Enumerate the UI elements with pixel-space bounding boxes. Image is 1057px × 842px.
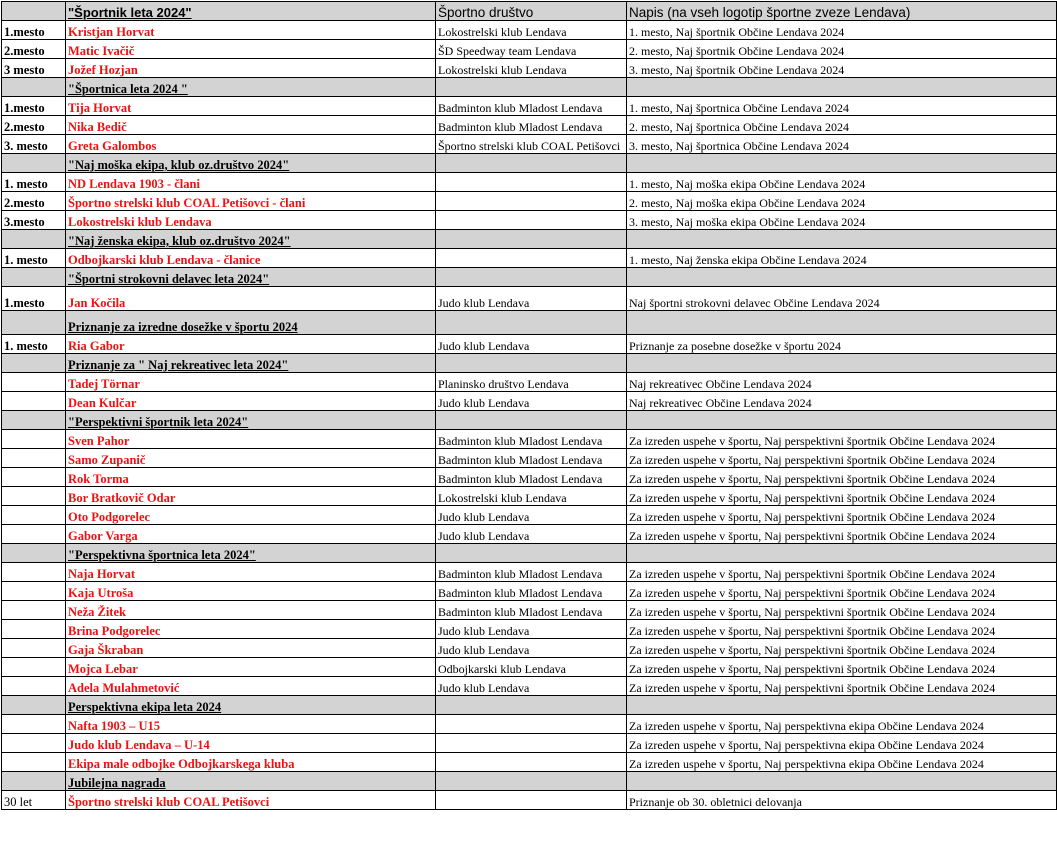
club-cell: Odbojkarski klub Lendava	[436, 658, 627, 677]
club-cell	[436, 715, 627, 734]
inscription-cell: Za izreden uspehe v športu, Naj perspektivni športnik Občine Lendava 2024	[627, 620, 1057, 639]
place-cell	[2, 525, 66, 544]
club-cell: Judo klub Lendava	[436, 287, 627, 311]
club-cell: Badminton klub Mladost Lendava	[436, 563, 627, 582]
inscription-cell: Za izreden uspehe v športu, Naj perspektivni športnik Občine Lendava 2024	[627, 563, 1057, 582]
section-blank-cell	[627, 230, 1057, 249]
section-blank-cell	[2, 268, 66, 287]
place-cell	[2, 601, 66, 620]
inscription-cell: 1. mesto, Naj športnica Občine Lendava 2024	[627, 97, 1057, 116]
table-row	[2, 97, 1057, 116]
section-blank-cell	[436, 772, 627, 791]
table-row	[2, 601, 1057, 620]
section-header-row	[2, 154, 1057, 173]
section-title: "Naj moška ekipa, klub oz.društvo 2024"	[66, 154, 436, 173]
table-row	[2, 677, 1057, 696]
section-blank-cell	[2, 354, 66, 373]
table-row	[2, 449, 1057, 468]
club-cell: Judo klub Lendava	[436, 639, 627, 658]
inscription-cell: Za izreden uspehe v športu, Naj perspektivni športnik Občine Lendava 2024	[627, 601, 1057, 620]
section-title: "Športni strokovni delavec leta 2024"	[66, 268, 436, 287]
section-blank-cell	[436, 78, 627, 97]
club-cell: Judo klub Lendava	[436, 335, 627, 354]
inscription-cell: Za izreden uspehe v športu, Naj perspektivni športnik Občine Lendava 2024	[627, 582, 1057, 601]
section-blank-cell	[436, 411, 627, 430]
club-cell: Judo klub Lendava	[436, 620, 627, 639]
club-cell: Lokostrelski klub Lendava	[436, 21, 627, 40]
inscription-cell: 2. mesto, Naj moška ekipa Občine Lendava 2024	[627, 192, 1057, 211]
section-blank-cell	[627, 354, 1057, 373]
inscription-cell: 1. mesto, Naj športnik Občine Lendava 2024	[627, 21, 1057, 40]
section-header-row	[2, 411, 1057, 430]
club-cell: Planinsko društvo Lendava	[436, 373, 627, 392]
section-header-row	[2, 268, 1057, 287]
inscription-cell: 1. mesto, Naj ženska ekipa Občine Lendava 2024	[627, 249, 1057, 268]
table-row	[2, 21, 1057, 40]
inscription-cell: 3. mesto, Naj moška ekipa Občine Lendava 2024	[627, 211, 1057, 230]
club-cell: Športno strelski klub COAL Petišovci	[436, 135, 627, 154]
inscription-cell: Za izreden uspehe v športu, Naj perspektivna ekipa Občine Lendava 2024	[627, 753, 1057, 772]
table-row	[2, 249, 1057, 268]
place-cell: 1. mesto	[2, 173, 66, 192]
place-cell	[2, 658, 66, 677]
awardee-name: Lokostrelski klub Lendava	[66, 211, 436, 230]
club-cell: Lokostrelski klub Lendava	[436, 59, 627, 78]
inscription-cell: Naj rekreativec Občine Lendava 2024	[627, 392, 1057, 411]
table-row	[2, 373, 1057, 392]
awardee-name: Oto Podgorelec	[66, 506, 436, 525]
club-cell: Judo klub Lendava	[436, 506, 627, 525]
table-row	[2, 192, 1057, 211]
section-title: Jubilejna nagrada	[66, 772, 436, 791]
table-row	[2, 59, 1057, 78]
club-cell: Badminton klub Mladost Lendava	[436, 582, 627, 601]
section-header-row	[2, 696, 1057, 715]
awardee-name: Brina Podgorelec	[66, 620, 436, 639]
place-cell	[2, 563, 66, 582]
inscription-cell: Za izreden uspehe v športu, Naj perspektivni športnik Občine Lendava 2024	[627, 506, 1057, 525]
section-blank-cell	[627, 78, 1057, 97]
table-row	[2, 753, 1057, 772]
place-cell	[2, 677, 66, 696]
awardee-name: Nafta 1903 – U15	[66, 715, 436, 734]
awardee-name: Kristjan Horvat	[66, 21, 436, 40]
table-row	[2, 487, 1057, 506]
inscription-cell: Naj športni strokovni delavec Občine Lendava 2024	[627, 287, 1057, 311]
awardee-name: Nika Bedič	[66, 116, 436, 135]
awardee-name: Adela Mulahmetović	[66, 677, 436, 696]
place-cell: 3.mesto	[2, 211, 66, 230]
club-cell: ŠD Speedway team Lendava	[436, 40, 627, 59]
table-row	[2, 211, 1057, 230]
section-blank-cell	[2, 411, 66, 430]
place-cell	[2, 449, 66, 468]
section-title: Perspektivna ekipa leta 2024	[66, 696, 436, 715]
table-row	[2, 173, 1057, 192]
awardee-name: Greta Galombos	[66, 135, 436, 154]
inscription-cell: Za izreden uspehe v športu, Naj perspektivni športnik Občine Lendava 2024	[627, 658, 1057, 677]
section-blank-cell	[2, 230, 66, 249]
awardee-name: Naja Horvat	[66, 563, 436, 582]
table-row	[2, 335, 1057, 354]
awardee-name: Ekipa male odbojke Odbojkarskega kluba	[66, 753, 436, 772]
awardee-name: Gabor Varga	[66, 525, 436, 544]
section-blank-cell	[436, 696, 627, 715]
club-cell	[436, 734, 627, 753]
section-blank-cell	[2, 78, 66, 97]
section-title: "Perspektivni športnik leta 2024"	[66, 411, 436, 430]
table-row	[2, 563, 1057, 582]
club-cell	[436, 249, 627, 268]
section-blank-cell	[627, 154, 1057, 173]
inscription-cell: Naj rekreativec Občine Lendava 2024	[627, 373, 1057, 392]
awardee-name: Judo klub Lendava – U-14	[66, 734, 436, 753]
place-cell: 30 let	[2, 791, 66, 810]
awardee-name: Kaja Utroša	[66, 582, 436, 601]
awardee-name: Bor Bratkovič Odar	[66, 487, 436, 506]
table-row	[2, 468, 1057, 487]
awardee-name: Dean Kulčar	[66, 392, 436, 411]
awardee-name: Športno strelski klub COAL Petišovci - člani	[66, 192, 436, 211]
table-row	[2, 40, 1057, 59]
section-blank-cell	[627, 411, 1057, 430]
inscription-cell: Za izreden uspehe v športu, Naj perspektivni športnik Občine Lendava 2024	[627, 487, 1057, 506]
club-cell	[436, 192, 627, 211]
place-cell	[2, 430, 66, 449]
place-cell: 2.mesto	[2, 40, 66, 59]
section-blank-cell	[2, 544, 66, 563]
section-header-row	[2, 311, 1057, 335]
section-header-row	[2, 230, 1057, 249]
club-cell: Badminton klub Mladost Lendava	[436, 116, 627, 135]
section-blank-cell	[436, 354, 627, 373]
awardee-name: Matic Ivačič	[66, 40, 436, 59]
place-cell	[2, 468, 66, 487]
awardee-name: Odbojkarski klub Lendava - članice	[66, 249, 436, 268]
table-row	[2, 715, 1057, 734]
place-cell: 2.mesto	[2, 116, 66, 135]
section-blank-cell	[2, 696, 66, 715]
awardee-name: Tija Horvat	[66, 97, 436, 116]
awardee-name: Tadej Törnar	[66, 373, 436, 392]
section-blank-cell	[627, 544, 1057, 563]
club-cell: Lokostrelski klub Lendava	[436, 487, 627, 506]
club-cell: Badminton klub Mladost Lendava	[436, 430, 627, 449]
club-cell: Judo klub Lendava	[436, 392, 627, 411]
club-cell	[436, 791, 627, 810]
place-cell	[2, 620, 66, 639]
section-blank-cell	[436, 230, 627, 249]
section-blank-cell	[2, 154, 66, 173]
section-title: Priznanje za " Naj rekreativec leta 2024"	[66, 354, 436, 373]
inscription-cell: Za izreden uspehe v športu, Naj perspektivna ekipa Občine Lendava 2024	[627, 715, 1057, 734]
section-blank-cell	[436, 268, 627, 287]
awardee-name: Samo Zupanič	[66, 449, 436, 468]
awardee-name: Ria Gabor	[66, 335, 436, 354]
section-blank-cell	[627, 268, 1057, 287]
page-title: "Športnik leta 2024"	[66, 2, 436, 21]
table-row	[2, 392, 1057, 411]
place-cell: 1.mesto	[2, 287, 66, 311]
inscription-cell: Za izreden uspehe v športu, Naj perspektivni športnik Občine Lendava 2024	[627, 677, 1057, 696]
inscription-cell: 2. mesto, Naj športnik Občine Lendava 2024	[627, 40, 1057, 59]
club-cell: Badminton klub Mladost Lendava	[436, 449, 627, 468]
place-cell	[2, 753, 66, 772]
section-header-row	[2, 544, 1057, 563]
table-row	[2, 116, 1057, 135]
awards-table	[1, 1, 1057, 810]
table-row	[2, 506, 1057, 525]
inscription-cell: 2. mesto, Naj športnica Občine Lendava 2024	[627, 116, 1057, 135]
inscription-cell: Za izreden uspehe v športu, Naj perspektivni športnik Občine Lendava 2024	[627, 639, 1057, 658]
place-cell: 1. mesto	[2, 335, 66, 354]
section-header-row	[2, 78, 1057, 97]
table-row	[2, 287, 1057, 311]
club-column-header: Športno društvo	[436, 2, 627, 21]
table-row	[2, 791, 1057, 810]
section-header-row	[2, 354, 1057, 373]
header-corner-cell	[2, 2, 66, 21]
awardee-name: Mojca Lebar	[66, 658, 436, 677]
table-row	[2, 658, 1057, 677]
awardee-name: Jožef Hozjan	[66, 59, 436, 78]
place-cell: 1. mesto	[2, 249, 66, 268]
place-cell: 1.mesto	[2, 97, 66, 116]
place-cell: 1.mesto	[2, 21, 66, 40]
club-cell: Judo klub Lendava	[436, 677, 627, 696]
inscription-cell: Za izreden uspehe v športu, Naj perspektivni športnik Občine Lendava 2024	[627, 430, 1057, 449]
section-header-row	[2, 772, 1057, 791]
place-cell	[2, 506, 66, 525]
awardee-name: Rok Torma	[66, 468, 436, 487]
inscription-cell: Za izreden uspehe v športu, Naj perspektivni športnik Občine Lendava 2024	[627, 525, 1057, 544]
place-cell	[2, 639, 66, 658]
awardee-name: Športno strelski klub COAL Petišovci	[66, 791, 436, 810]
club-cell: Badminton klub Mladost Lendava	[436, 468, 627, 487]
table-row	[2, 135, 1057, 154]
table-row	[2, 734, 1057, 753]
section-blank-cell	[627, 696, 1057, 715]
awardee-name: Neža Žitek	[66, 601, 436, 620]
club-cell: Judo klub Lendava	[436, 525, 627, 544]
place-cell	[2, 715, 66, 734]
section-title: "Športnica leta 2024 "	[66, 78, 436, 97]
club-cell	[436, 753, 627, 772]
section-blank-cell	[436, 154, 627, 173]
table-row	[2, 582, 1057, 601]
section-blank-cell	[2, 772, 66, 791]
header-row	[2, 2, 1057, 21]
section-blank-cell	[436, 311, 627, 335]
section-blank-cell	[436, 544, 627, 563]
club-cell: Badminton klub Mladost Lendava	[436, 97, 627, 116]
section-title: "Perspektivna športnica leta 2024"	[66, 544, 436, 563]
place-cell	[2, 734, 66, 753]
place-cell: 3. mesto	[2, 135, 66, 154]
inscription-cell: 1. mesto, Naj moška ekipa Občine Lendava 2024	[627, 173, 1057, 192]
place-cell	[2, 373, 66, 392]
place-cell: 2.mesto	[2, 192, 66, 211]
awardee-name: Gaja Škraban	[66, 639, 436, 658]
table-row	[2, 430, 1057, 449]
club-cell	[436, 173, 627, 192]
awardee-name: ND Lendava 1903 - člani	[66, 173, 436, 192]
place-cell	[2, 582, 66, 601]
table-row	[2, 639, 1057, 658]
inscription-cell: 3. mesto, Naj športnica Občine Lendava 2024	[627, 135, 1057, 154]
section-title: Priznanje za izredne dosežke v športu 2024	[66, 311, 436, 335]
inscription-cell: Priznanje ob 30. obletnici delovanja	[627, 791, 1057, 810]
table-row	[2, 620, 1057, 639]
place-cell	[2, 392, 66, 411]
inscription-cell: Za izreden uspehe v športu, Naj perspektivna ekipa Občine Lendava 2024	[627, 734, 1057, 753]
section-blank-cell	[2, 311, 66, 335]
club-cell: Badminton klub Mladost Lendava	[436, 601, 627, 620]
section-title: "Naj ženska ekipa, klub oz.društvo 2024"	[66, 230, 436, 249]
section-blank-cell	[627, 772, 1057, 791]
awardee-name: Sven Pahor	[66, 430, 436, 449]
place-cell	[2, 487, 66, 506]
inscription-cell: Za izreden uspehe v športu, Naj perspektivni športnik Občine Lendava 2024	[627, 449, 1057, 468]
inscription-cell: Priznanje za posebne dosežke v športu 2024	[627, 335, 1057, 354]
place-cell: 3 mesto	[2, 59, 66, 78]
club-cell	[436, 211, 627, 230]
table-row	[2, 525, 1057, 544]
inscription-cell: Za izreden uspehe v športu, Naj perspektivni športnik Občine Lendava 2024	[627, 468, 1057, 487]
inscription-cell: 3. mesto, Naj športnik Občine Lendava 2024	[627, 59, 1057, 78]
section-blank-cell	[627, 311, 1057, 335]
awards-table-body	[2, 2, 1057, 810]
awardee-name: Jan Kočila	[66, 287, 436, 311]
inscription-column-header: Napis (na vseh logotip športne zveze Lendava)	[627, 2, 1057, 21]
